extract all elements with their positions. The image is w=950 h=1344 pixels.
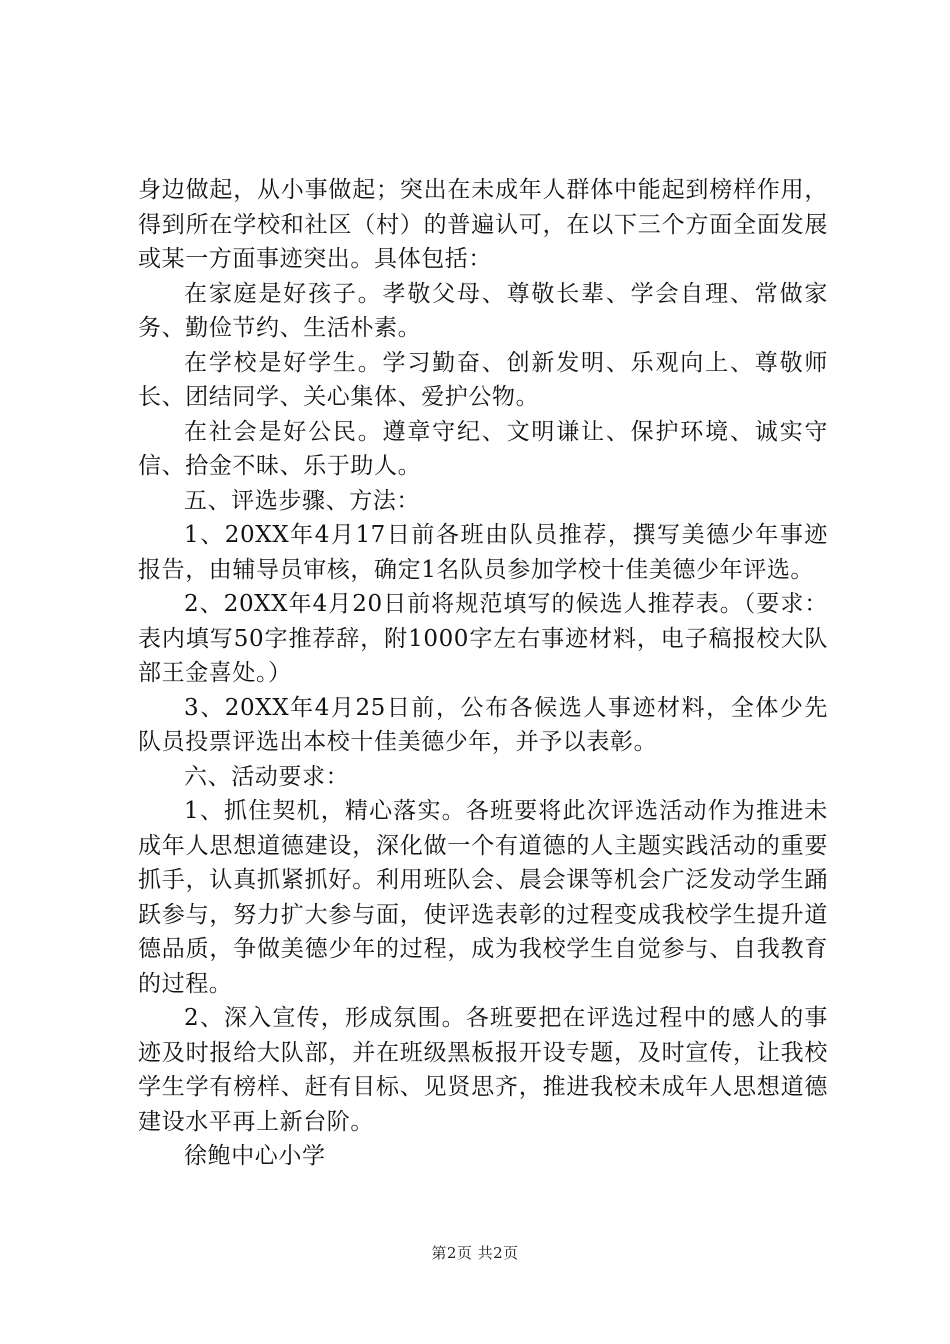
page-number-label: 第2页 共2页 bbox=[431, 1244, 519, 1262]
section-heading-selection-steps: 五、评选步骤、方法： bbox=[184, 487, 420, 514]
paragraph-requirement-1: 1、抓住契机，精心落实。各班要将此次评选活动作为推进未成年人思想道德建设，深化做一个有道德的人主题实践活动的重要抓手，认真抓紧抓好。利用班队会、晨会课等机会广泛发动学生踊跃参与，努力扩大参与面，使评选表彰的过程变成我校学生提升道德品质，争做美德少年的过程，成为我校学生自觉参与、自我教育的过程。 bbox=[138, 798, 828, 997]
signature-school-name: 徐鲍中心小学 bbox=[184, 1143, 326, 1169]
paragraph-good-citizen: 在社会是好公民。遵章守纪、文明谦让、保护环境、诚实守信、拾金不昧、乐于助人。 bbox=[138, 418, 828, 479]
paragraph-good-student: 在学校是好学生。学习勤奋、创新发明、乐观向上、尊敬师长、团结同学、关心集体、爱护公物。 bbox=[138, 349, 828, 410]
page-footer bbox=[0, 1243, 950, 1263]
section-heading-activity-requirements: 六、活动要求： bbox=[184, 763, 350, 790]
paragraph-step-2: 2、20XX年4月20日前将规范填写的候选人推荐表。（要求：表内填写50字推荐辞，附1000字左右事迹材料，电子稿报校大队部王金喜处。） bbox=[138, 591, 828, 686]
paragraph-step-3: 3、20XX年4月25日前，公布各候选人事迹材料，全体少先队员投票评选出本校十佳美德少年，并予以表彰。 bbox=[138, 694, 828, 755]
document-body bbox=[138, 173, 828, 1174]
paragraph-requirements-intro: 身边做起，从小事做起；突出在未成年人群体中能起到榜样作用，得到所在学校和社区（村）的普遍认可，在以下三个方面全面发展或某一方面事迹突出。具体包括： bbox=[138, 177, 828, 272]
paragraph-good-child: 在家庭是好孩子。孝敬父母、尊敬长辈、学会自理、常做家务、勤俭节约、生活朴素。 bbox=[138, 280, 828, 341]
paragraph-requirement-2: 2、深入宣传，形成氛围。各班要把在评选过程中的感人的事迹及时报给大队部，并在班级黑板报开设专题，及时宣传，让我校学生学有榜样、赶有目标、见贤思齐，推进我校未成年人思想道德建设水平再上新台阶。 bbox=[138, 1005, 828, 1135]
paragraph-step-1: 1、20XX年4月17日前各班由队员推荐，撰写美德少年事迹报告，由辅导员审核，确定1名队员参加学校十佳美德少年评选。 bbox=[138, 522, 828, 583]
